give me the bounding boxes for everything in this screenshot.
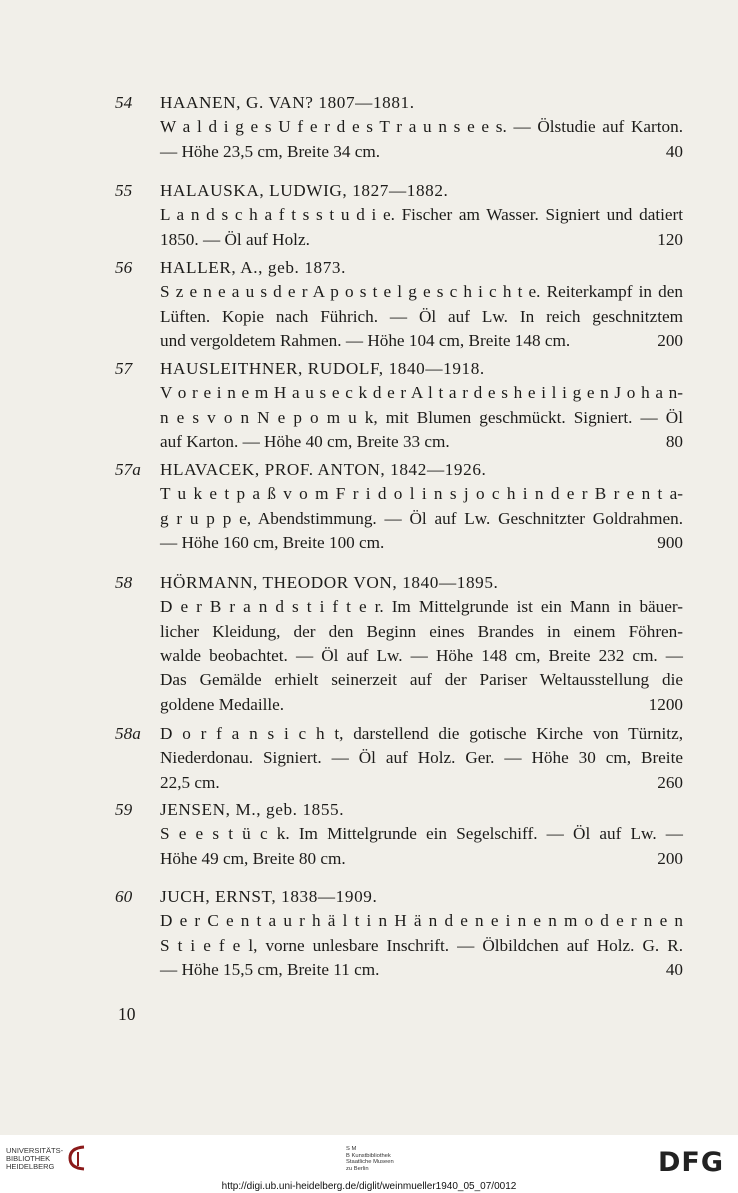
description-line bbox=[160, 644, 683, 668]
line-text: D e r C e n t a u r h ä l t i n H ä n d e n e i n e n m o d e r n e n bbox=[160, 911, 683, 931]
description-line bbox=[160, 531, 683, 555]
lot-number: 59 bbox=[115, 800, 133, 819]
description-line bbox=[160, 822, 683, 846]
kb-line: Staatliche Museen bbox=[346, 1159, 394, 1166]
description-line bbox=[160, 847, 683, 871]
description-line bbox=[160, 934, 683, 958]
line-text: licher Kleidung, der den Beginn eines Brandes in einem Föhren- bbox=[160, 621, 683, 641]
lot-number: 55 bbox=[115, 181, 133, 200]
line-text: V o r e i n e m H a u s e c k d e r A l t a r d e s h e i l i g e n J o h a n- bbox=[160, 383, 683, 403]
line-text: L a n d s c h a f t s s t u d i e. Fischer am Wasser. Signiert und datiert bbox=[160, 205, 683, 225]
description-line bbox=[160, 406, 683, 430]
lot-number: 54 bbox=[115, 93, 133, 112]
description-line bbox=[160, 909, 683, 933]
description-line bbox=[160, 228, 683, 252]
line-text: 22,5 cm. bbox=[160, 772, 220, 792]
line-text: — Höhe 15,5 cm, Breite 11 cm. bbox=[160, 959, 380, 979]
lot-number: 58 bbox=[115, 573, 133, 592]
line-text: HALAUSKA, LUDWIG, 1827—1882. bbox=[160, 181, 449, 200]
line-text: JUCH, ERNST, 1838—1909. bbox=[160, 887, 378, 906]
artist-heading bbox=[160, 91, 683, 115]
lot-number: 58a bbox=[115, 724, 141, 743]
description-line bbox=[160, 746, 683, 770]
description-line bbox=[160, 722, 683, 746]
description-line bbox=[160, 693, 683, 717]
artist-heading bbox=[160, 458, 683, 482]
line-text: HAANEN, G. VAN? 1807—1881. bbox=[160, 93, 415, 112]
ub-heidelberg-icon bbox=[64, 1144, 88, 1172]
line-text: — Höhe 160 cm, Breite 100 cm. bbox=[160, 532, 385, 552]
page-number: 10 bbox=[118, 1004, 136, 1024]
ub-line: BIBLIOTHEK bbox=[6, 1154, 51, 1163]
lot-number: 57 bbox=[115, 359, 133, 378]
ub-line: UNIVERSITÄTS- bbox=[6, 1146, 64, 1155]
lot-number: 56 bbox=[115, 258, 133, 277]
line-text: walde beobachtet. — Öl auf Lw. — Höhe 148 cm, Breite 232 cm. — bbox=[160, 645, 683, 665]
artist-heading bbox=[160, 571, 683, 595]
line-text: Niederdonau. Signiert. — Öl auf Holz. Ger. — Höhe 30 cm, Breite bbox=[160, 748, 683, 768]
lot-number: 57a bbox=[115, 460, 141, 479]
line-text: D o r f a n s i c h t, darstellend die gotische Kirche von Türnitz, bbox=[160, 724, 683, 743]
lot-number: 60 bbox=[115, 887, 133, 906]
description-line bbox=[160, 507, 683, 531]
price: 1200 bbox=[648, 694, 683, 714]
description-line bbox=[160, 482, 683, 506]
dfg-logo[interactable]: DFG bbox=[658, 1147, 725, 1178]
line-text: JENSEN, M., geb. 1855. bbox=[160, 800, 345, 819]
description-line bbox=[160, 595, 683, 619]
line-text: HLAVACEK, PROF. ANTON, 1842—1926. bbox=[160, 460, 487, 479]
line-text: auf Karton. — Höhe 40 cm, Breite 33 cm. bbox=[160, 431, 450, 451]
description-line bbox=[160, 203, 683, 227]
line-text: 1850. — Öl auf Holz. bbox=[160, 229, 310, 249]
digitization-footer bbox=[0, 1135, 738, 1193]
line-text: goldene Medaille. bbox=[160, 694, 285, 714]
kunstbibliothek-logo-text[interactable] bbox=[346, 1146, 394, 1172]
line-text: Lüften. Kopie nach Führich. — Öl auf Lw. In reich geschnitztem bbox=[160, 306, 683, 326]
artist-heading bbox=[160, 179, 683, 203]
artist-heading bbox=[160, 357, 683, 381]
description-line bbox=[160, 668, 683, 692]
description-line bbox=[160, 620, 683, 644]
line-text: D e r B r a n d s t i f t e r. Im Mittelgrunde ist ein Mann in bäuer- bbox=[160, 597, 683, 617]
artist-heading bbox=[160, 798, 683, 822]
ub-heidelberg-logo-text[interactable] bbox=[6, 1147, 63, 1171]
description-line bbox=[160, 329, 683, 353]
line-text: T u k e t p a ß v o m F r i d o l i n s j o c h i n d e r B r e n t a- bbox=[160, 484, 683, 504]
artist-heading bbox=[160, 885, 683, 909]
ub-line: HEIDELBERG bbox=[6, 1162, 55, 1171]
price: 120 bbox=[657, 229, 683, 249]
price: 40 bbox=[665, 959, 683, 979]
line-text: und vergoldetem Rahmen. — Höhe 104 cm, Breite 148 cm. bbox=[160, 330, 571, 350]
line-text: HÖRMANN, THEODOR VON, 1840—1895. bbox=[160, 573, 499, 592]
description-line bbox=[160, 381, 683, 405]
price: 200 bbox=[657, 848, 683, 868]
line-text: Höhe 49 cm, Breite 80 cm. bbox=[160, 848, 346, 868]
line-text: HALLER, A., geb. 1873. bbox=[160, 258, 347, 277]
line-text: g r u p p e, Abendstimmung. — Öl auf Lw. Geschnitzter Goldrahmen. bbox=[160, 508, 683, 528]
line-text: Das Gemälde erhielt seinerzeit auf der Pariser Weltausstellung die bbox=[160, 670, 683, 690]
price: 80 bbox=[665, 431, 683, 451]
line-text: n e s v o n N e p o m u k, mit Blumen geschmückt. Signiert. — Öl bbox=[160, 407, 683, 427]
description-line bbox=[160, 280, 683, 304]
price: 200 bbox=[657, 330, 683, 350]
line-text: W a l d i g e s U f e r d e s T r a u n s e e s. — Ölstudie auf Karton. bbox=[160, 117, 683, 137]
line-text: — Höhe 23,5 cm, Breite 34 cm. bbox=[160, 141, 381, 161]
source-url-link[interactable]: http://digi.ub.uni-heidelberg.de/diglit/weinmueller1940_05_07/0012 bbox=[221, 1181, 517, 1192]
description-line bbox=[160, 958, 683, 982]
price: 260 bbox=[657, 772, 683, 792]
price: 900 bbox=[657, 532, 683, 552]
description-line bbox=[160, 305, 683, 329]
description-line bbox=[160, 771, 683, 795]
kb-line: zu Berlin bbox=[346, 1165, 369, 1172]
line-text: S e e s t ü c k. Im Mittelgrunde ein Segelschiff. — Öl auf Lw. — bbox=[160, 824, 683, 844]
description-line bbox=[160, 140, 683, 164]
kb-line: B Kunstbibliothek bbox=[346, 1152, 391, 1159]
kb-line: S M bbox=[346, 1146, 357, 1152]
description-line bbox=[160, 115, 683, 139]
description-line bbox=[160, 430, 683, 454]
line-text: S z e n e a u s d e r A p o s t e l g e s c h i c h t e. Reiterkampf in den bbox=[160, 282, 683, 302]
artist-heading bbox=[160, 256, 683, 280]
price: 40 bbox=[665, 141, 683, 161]
line-text: S t i e f e l, vorne unlesbare Inschrift. — Ölbildchen auf Holz. G. R. bbox=[160, 935, 683, 955]
line-text: HAUSLEITHNER, RUDOLF, 1840—1918. bbox=[160, 359, 485, 378]
